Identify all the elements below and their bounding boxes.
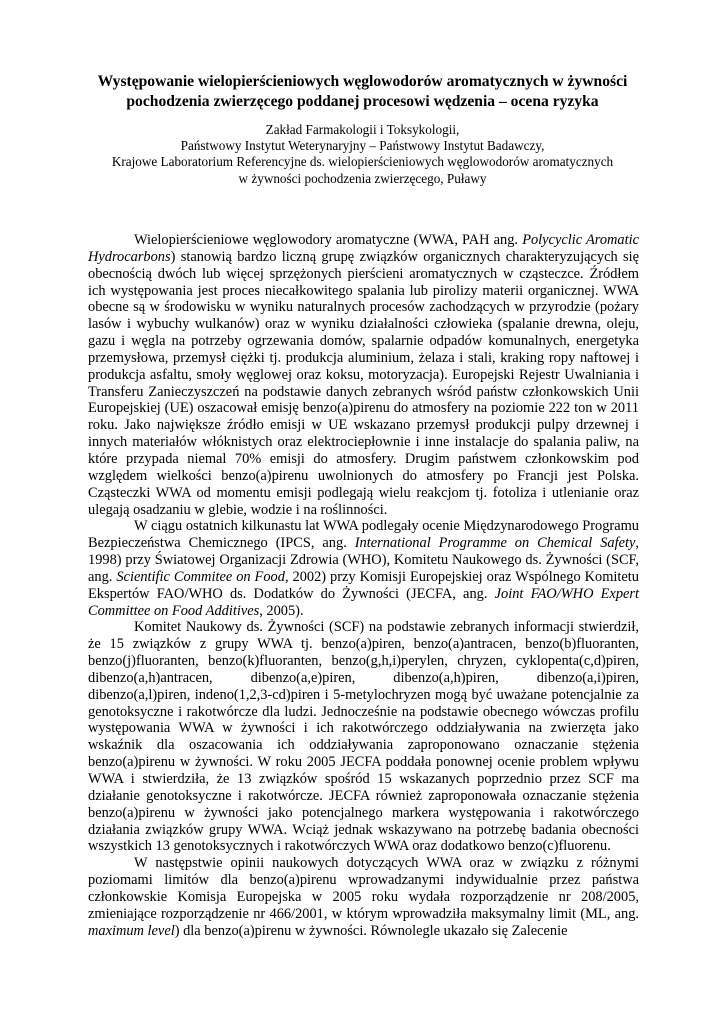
title-line: pochodzenia zwierzęcego poddanej procesowi wędzenia – ocena ryzyka [126, 93, 599, 110]
italic-term: Scientific Commitee on Food [116, 568, 285, 585]
body-paragraph [88, 619, 639, 855]
text-run: , 2005). [259, 602, 304, 619]
author-affiliation [60, 122, 665, 187]
italic-term: Joint FAO/WHO Expert Committee on Food Additives [88, 585, 639, 619]
text-run: W ciągu ostatnich kilkunastu lat WWA podlegały ocenie Międzynarodowego Programu Bezpieczeństwa Chemicznego (IPCS, ang. [88, 518, 639, 552]
italic-term: Polycyclic Aromatic Hydrocarbons [88, 232, 640, 265]
document-title [60, 72, 665, 112]
affiliation-line: Państwowy Instytut Weterynaryjny – Państwowy Instytut Badawczy, [180, 138, 545, 154]
body-paragraph [88, 232, 639, 518]
italic-term: International Programme on Chemical Safety [354, 535, 636, 552]
affiliation-line: w żywności pochodzenia zwierzęcego, Puławy [238, 170, 487, 186]
text-run: ) dla benzo(a)pirenu w żywności. Równolegle ukazało się Zalecenie [174, 922, 568, 939]
italic-term: maximum level [88, 922, 175, 939]
text-run: Wielopierścieniowe węglowodory aromatyczne (WWA, PAH ang. [134, 232, 523, 248]
text-run: ) stanowią bardzo liczną grupę związków organicznych charakteryzujących się obecnością dwóch lub więcej sprzężonych pierścieni aromatycznych w cząsteczce. Źródłem ich występowania jest proces niecałkowitego spalania lub pirolizy materii organicznej. WWA obecne są w środowisku w wyniku naturalnych procesów zachodzących w przyrodzie (pożary lasów i wybuchy wulkanów) oraz w wyniku działalności człowieka (spalanie drewna, oleju, gazu i węgla na potrzeby ogrzewania domów, spalarnie odpadów komunalnych, energetyka przemysłowa, przemysł ciężki tj. produkcja aluminium, żelaza i stali, kraking ropy naftowej i produkcja asfaltu, smoły węglowej oraz koksu, motoryzacja). Europejski Rejestr Uwalniania i Transferu Zanieczyszczeń na podstawie danych zebranych wśród państw członkowskich Unii Europejskiej (UE) oszacował emisję benzo(a)pirenu do atmosfery na poziomie 222 ton w 2011 roku. Jako największe źródło emisji w UE wskazano przemysł produkcji pulpy drzewnej i innych materiałów włóknistych oraz elektrociepłownie i inne instalacje do spalania paliw, na które przypada niemal 70% emisji do atmosfery. Drugim państwem członkowskim pod względem wielkości benzo(a)pirenu uwolnionych do atmosfery po Francji jest Polska. Cząsteczki WWA od momentu emisji podlegają wielu reakcjom tj. fotoliza i utlenianie oraz ulegają osadzaniu w glebie, wodzie i na roślinności. [88, 248, 639, 518]
document-body [88, 232, 639, 939]
affiliation-line: Zakład Farmakologii i Toksykologii, [265, 122, 460, 137]
text-run: Komitet Naukowy ds. Żywności (SCF) na podstawie zebranych informacji stwierdził, że 15 związków z grupy WWA tj. benzo(a)piren, benzo(a)antracen, benzo(b)fluoranten, benzo(j)fluoranten, benzo(k)fluoranten, benzo(g,h,i)perylen, chryzen, cyklopenta(c,d)piren, dibenzo(a,h)antracen, dibenzo(a,e)piren, dibenzo(a,h)piren, dibenzo(a,i)piren, dibenzo(a,l)piren, indeno(1,2,3-cd)piren i 5-metylochryzen mogą być uważane potencjalnie za genotoksyczne i rakotwórcze dla ludzi. Jednocześnie na podstawie obecnego wówczas profilu występowania WWA w żywności i ich rakotwórczego oddziaływania na zwierzęta jako wskaźnik dla oszacowania ich oddziaływania zaproponowano oznaczanie stężenia benzo(a)pirenu w żywności. W roku 2005 JECFA poddała ponownej ocenie problem wpływu WWA i stwierdziła, że 13 związków spośród 15 wskazanych poprzednio przez SCF ma działanie genotoksyczne i rakotwórcze. JECFA również zaproponowała oznaczanie stężenia benzo(a)pirenu w żywności jako potencjalnego markera występowania i rakotwórczego działania związków grupy WWA. Wciąż jednak wskazywano na potrzebę badania obecności wszystkich 13 genotoksycznych i rakotwórczych WWA oraz dodatkowo benzo(c)fluorenu. [88, 619, 639, 855]
body-paragraph [88, 855, 639, 939]
body-paragraph [88, 518, 639, 619]
text-run: , 1998) przy Światowej Organizacji Zdrowia (WHO), Komitetu Naukowego ds. Żywności (SCF, ang. [88, 535, 639, 585]
text-run: , 2002) przy Komisji Europejskiej oraz Wspólnego Komitetu Ekspertów FAO/WHO ds. Dodatków do Żywności (JECFA, ang. [88, 568, 639, 602]
affiliation-line: Krajowe Laboratorium Referencyjne ds. wielopierścieniowych węglowodorów aromatycznych [111, 154, 614, 170]
text-run: W następstwie opinii naukowych dotyczących WWA oraz w związku z różnymi poziomami limitów dla benzo(a)pirenu wprowadzanymi indywidualnie przez państwa członkowskie Komisja Europejska w 2005 roku wydała rozporządzenie nr 208/2005, zmieniające rozporządzenie nr 466/2001, w którym wprowadziła maksymalny limit (ML, ang. [88, 855, 639, 922]
title-line: Występowanie wielopierścieniowych węglowodorów aromatycznych w żywności [97, 73, 628, 90]
